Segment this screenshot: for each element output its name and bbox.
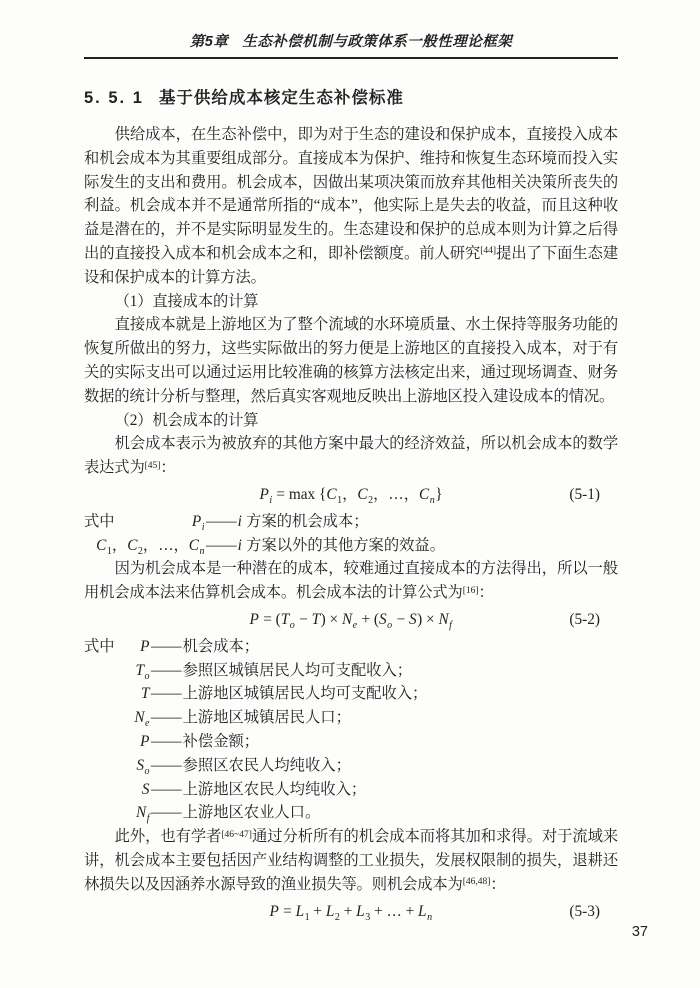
text-run: ： [160, 459, 176, 477]
definition-text: 上游地区农民人均纯收入； [182, 780, 367, 798]
variable-definition-row [84, 730, 618, 754]
variable-definition-row [84, 682, 618, 706]
where-label: 式中 [84, 637, 115, 655]
equation-number: (5-2) [569, 610, 600, 628]
definition-dash: —— [151, 709, 182, 727]
definition-text: 上游地区城镇居民人口； [182, 709, 351, 727]
definition-dash: —— [206, 536, 237, 554]
text-run: ： [490, 875, 506, 893]
citation-ref: [46~47] [221, 829, 252, 840]
definition-dash: —— [151, 732, 182, 750]
text-run: 因为机会成本是一种潜在的成本，较难通过直接成本的方法得出，所以一般用机会成本法来估算机会成本。机会成本法的计算公式为 [84, 560, 618, 602]
text-run: 此外，也有学者 [114, 828, 222, 846]
definition-text: 上游地区城镇居民人均可支配收入； [182, 685, 428, 703]
formula-variable: S [141, 780, 150, 798]
text-run: 提出了下面生态建设和保护成本的计算方法。 [84, 244, 618, 286]
variable-definition-row [84, 706, 618, 730]
paragraph-direct-cost: 直接成本就是上游地区为了整个流域的水环境质量、水土保持等服务功能的恢复所做出的努力，这些实际做出的努力便是上游地区的直接投入成本，对于有关的实际支出可以通过运用比较准确的核算方法核定出来，通过现场调查、财务数据的统计分析与整理，然后真实客观地反映出上游地区投入建设成本的情况。 [84, 316, 618, 405]
definition-dash: —— [206, 512, 237, 530]
definition-text: i 方案的机会成本； [237, 512, 369, 530]
definition-dash: —— [151, 685, 182, 703]
formula-variable: $T_o$ [135, 661, 150, 682]
formula: $P = L_1 + L_2 + L_3$ + … + $L_n$ [269, 902, 433, 923]
definition-dash: —— [151, 756, 182, 774]
equation-5-3 [84, 900, 618, 924]
citation-ref: [16] [462, 585, 479, 596]
formula-variable: $P_i$ [191, 512, 205, 533]
formula-variable: P [140, 637, 150, 655]
chapter-title: 生态补偿机制与政策体系一般性理论框架 [242, 34, 513, 50]
formula-variable: T [140, 685, 150, 703]
formula-variable: $N_f$ [136, 804, 150, 825]
text-run: ： [478, 584, 494, 602]
equation-5-1 [84, 483, 618, 507]
variable-definition-row [84, 754, 618, 778]
variable-definition-row [84, 659, 618, 683]
equation-number: (5-3) [569, 902, 600, 920]
definition-text: 参照区农民人均纯收入； [182, 756, 351, 774]
equation-number: (5-1) [569, 485, 600, 503]
text-run: 通过分析所有的机会成本而将其加和求得。对于流域来讲，机会成本主要包括因产业结构调整的工业损失，发展权限制的损失，退耕还林损失以及因涵养水源导致的渔业损失等。则机会成本为 [84, 828, 618, 893]
list-heading-opportunity-cost: （2）机会成本的计算 [114, 411, 259, 429]
formula: $P_i = \max \{C_1$，$C_2$，…，$C_n$} [259, 485, 443, 506]
formula-variable: $S_o$ [136, 756, 150, 777]
definition-text: 参照区城镇居民人均可支配收入； [182, 661, 413, 679]
citation-ref: [44] [480, 246, 497, 257]
where-list-eq2 [84, 635, 618, 825]
page-number: 37 [631, 924, 648, 940]
definition-dash: —— [151, 804, 182, 822]
list-heading-direct-cost: （1）直接成本的计算 [114, 292, 259, 310]
definition-dash: —— [151, 637, 182, 655]
formula-variable: P [140, 732, 150, 750]
paragraph-oc-method [84, 557, 618, 605]
section-number: 5. 5. 1 [84, 89, 144, 107]
where-label: 式中 [84, 512, 115, 530]
paragraph-supply-cost [84, 123, 618, 290]
definition-text: 机会成本； [182, 637, 260, 655]
definition-text: 补偿金额； [182, 732, 260, 750]
formula: $P = (T_o - T) \times N_e + (S_o - S) \times N_f$ [249, 610, 453, 631]
variable-definition-row [84, 778, 618, 802]
where-list-eq1 [84, 510, 618, 558]
formula-variable: $C_1$，$C_2$，…，$C_n$ [96, 536, 205, 557]
text-run: 机会成本表示为被放弃的其他方案中最大的经济效益，所以机会成本的数学表达式为 [84, 435, 618, 477]
variable-definition-row [84, 534, 618, 558]
equation-5-2 [84, 608, 618, 632]
definition-text: i 方案以外的其他方案的效益。 [237, 536, 446, 554]
chapter-number: 第5章 [189, 34, 229, 50]
variable-definition-row [84, 801, 618, 825]
citation-ref: [46,48] [462, 877, 491, 888]
formula-variable: $N_e$ [134, 709, 150, 730]
citation-ref: [45] [144, 460, 161, 471]
variable-definition-row [84, 635, 618, 659]
text-run: 供给成本，在生态补偿中，即为对于生态的建设和保护成本，直接投入成本和机会成本为其重要组成部分。直接成本为保护、维持和恢复生态环境而投入实际发生的支出和费用。机会成本，因做出某项决策而放弃其他相关决策所丧失的利益。机会成本并不是通常所指的“成本”，他实际上是失去的收益，而且这种收益是潜在的，并不是实际明显发生的。生态建设和保护的总成本则为计算之后得出的直接投入成本和机会成本之和，即补偿额度。前人研究 [84, 126, 618, 262]
section-heading [84, 86, 618, 110]
variable-definition-row [84, 510, 618, 534]
section-title: 基于供给成本核定生态补偿标准 [158, 89, 404, 107]
paragraph-oc-sum [84, 825, 618, 896]
definition-dash: —— [151, 780, 182, 798]
definition-text: 上游地区农业人口。 [182, 804, 321, 822]
running-header [84, 32, 618, 59]
paragraph-opportunity-cost [84, 432, 618, 480]
definition-dash: —— [151, 661, 182, 679]
